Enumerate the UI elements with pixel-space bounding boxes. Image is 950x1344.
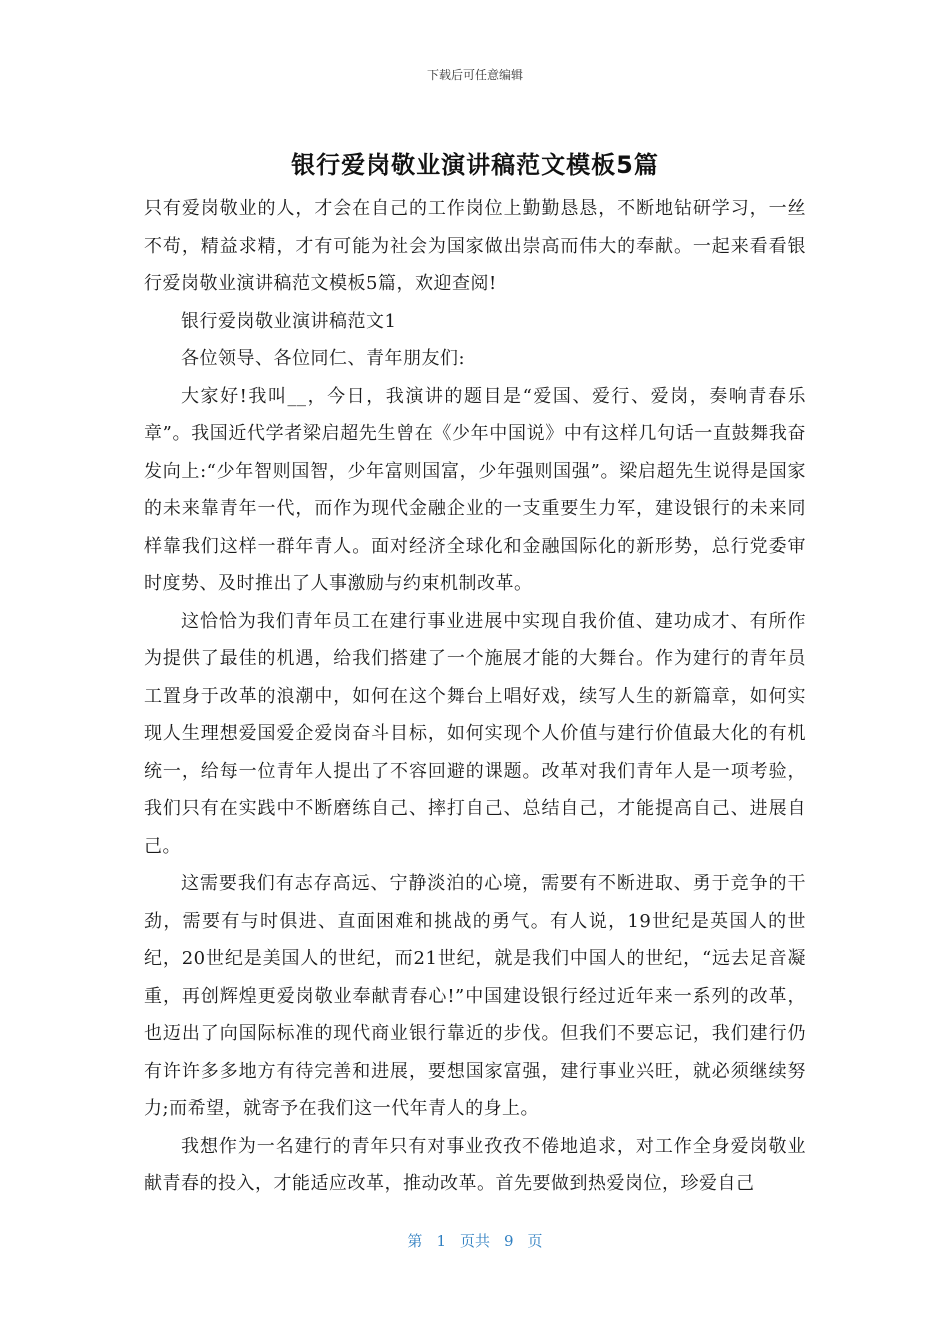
paragraph-section-heading: 银行爱岗敬业演讲稿范文1 bbox=[181, 310, 397, 332]
header-note: 下载后可任意编辑 bbox=[426, 68, 523, 82]
paragraph: 这恰恰为我们青年员工在建行事业进展中实现自我价值、建功成才、有所作为提供了最佳的机遇，给我们搭建了一个施展才能的大舞台。作为建行的青年员工置身于改革的浪潮中，如何在这个舞台上唱好戏，续写人生的新篇章，如何实现人生理想爱国爱企爱岗奋斗目标，如何实现个人价值与建行价值最大化的有机统一，给每一位青年人提出了不容回避的课题。改革对我们青年人是一项考验，我们只有在实践中不断磨练自己、摔打自己、总结自己，才能提高自己、进展自己。 bbox=[144, 610, 806, 857]
footer-page-number: 1 bbox=[436, 1232, 446, 1250]
paragraph-intro: 只有爱岗敬业的人，才会在自己的工作岗位上勤勤恳恳，不断地钻研学习，一丝不苟，精益求精，才有可能为社会为国家做出崇高而伟大的奉献。一起来看看银行爱岗敬业演讲稿范文模板5篇，欢迎查阅! bbox=[144, 198, 806, 294]
footer-suffix: 页 bbox=[527, 1232, 543, 1250]
page-footer bbox=[0, 1230, 950, 1251]
paragraph: 这需要我们有志存高远、宁静淡泊的心境，需要有不断进取、勇于竞争的干劲，需要有与时俱进、直面困难和挑战的勇气。有人说，19世纪是英国人的世纪，20世纪是美国人的世纪，而21世纪，就是我们中国人的世纪，“远去足音凝重，再创辉煌更爱岗敬业奉献青春心!”中国建设银行经过近年来一系列的改革，也迈出了向国际标准的现代商业银行靠近的步伐。但我们不要忘记，我们建行仍有许许多多地方有待完善和进展，要想国家富强，建行事业兴旺，就必须继续努力;而希望，就寄予在我们这一代年青人的身上。 bbox=[144, 873, 806, 1119]
footer-total-pages: 9 bbox=[504, 1232, 514, 1250]
footer-prefix: 第 bbox=[407, 1232, 423, 1250]
footer-middle: 页共 bbox=[459, 1232, 490, 1250]
document-body bbox=[144, 190, 806, 1203]
document-title: 银行爱岗敬业演讲稿范文模板5篇 bbox=[291, 151, 659, 179]
paragraph-salutation: 各位领导、各位同仁、青年朋友们: bbox=[181, 348, 466, 369]
paragraph: 我想作为一名建行的青年只有对事业孜孜不倦地追求，对工作全身爱岗敬业献青春的投入，才能适应改革，推动改革。首先要做到热爱岗位，珍爱自己 bbox=[144, 1135, 806, 1194]
paragraph: 大家好!我叫__，今日，我演讲的题目是“爱国、爱行、爱岗，奏响青春乐章”。我国近代学者梁启超先生曾在《少年中国说》中有这样几句话一直鼓舞我奋发向上:“少年智则国智，少年富则国富，少年强则国强”。梁启超先生说得是国家的未来靠青年一代，而作为现代金融企业的一支重要生力军，建设银行的未来同样靠我们这样一群年青人。面对经济全球化和金融国际化的新形势，总行党委审时度势、及时推出了人事激励与约束机制改革。 bbox=[144, 385, 806, 594]
